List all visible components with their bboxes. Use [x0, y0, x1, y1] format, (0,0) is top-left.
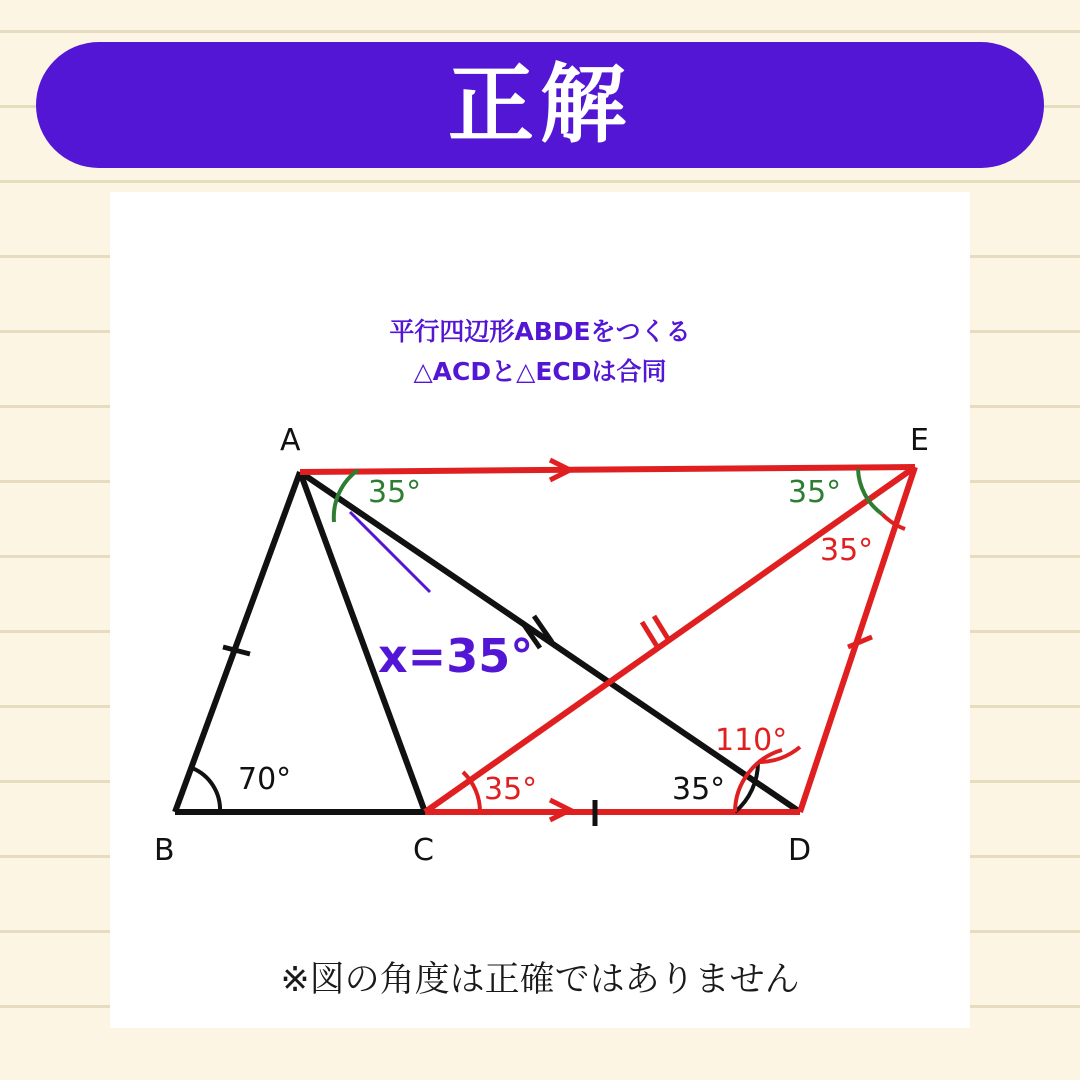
answer-label: x=35° [378, 629, 534, 683]
vertex-label-b: B [154, 833, 175, 868]
note-line-1: 平行四辺形ABDEをつくる [389, 317, 691, 346]
angle-label-d-35: 35° [672, 772, 726, 807]
angle-label-e-35-green: 35° [788, 475, 842, 510]
figure-footnote: ※図の角度は正確ではありません [280, 960, 800, 1000]
vertex-label-d: D [788, 833, 812, 868]
vertex-label-c: C [413, 833, 434, 868]
page-title: 正解 [448, 55, 632, 155]
vertex-label-a: A [280, 423, 301, 458]
angle-label-a-35: 35° [368, 475, 422, 510]
angle-label-b-70: 70° [238, 762, 292, 797]
angle-label-d-110: 110° [715, 723, 788, 758]
angle-label-e-35-red: 35° [820, 533, 874, 568]
note-line-2: △ACDと△ECDは合同 [413, 357, 667, 386]
geometry-figure [110, 192, 970, 1028]
angle-label-c-35: 35° [484, 772, 538, 807]
vertex-label-e: E [910, 423, 929, 458]
title-banner [36, 42, 1044, 168]
diagram-card [110, 192, 970, 1028]
